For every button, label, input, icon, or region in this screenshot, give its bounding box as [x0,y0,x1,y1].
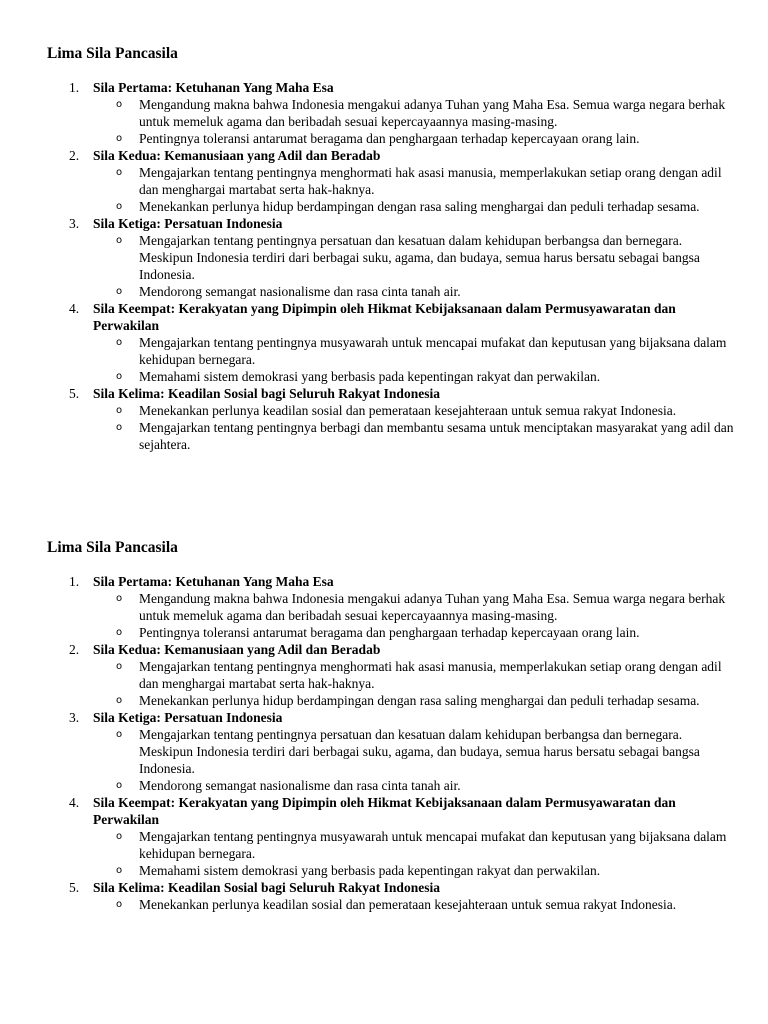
point-text: Mengajarkan tentang pentingnya menghormati hak asasi manusia, memperlakukan setiap orang dengan adil dan menghargai martabat serta hak-haknya. [139,659,722,691]
point-text: Memahami sistem demokrasi yang berbasis pada kepentingan rakyat dan perwakilan. [139,369,601,384]
sila-heading: Sila Kedua: Kemanusiaan yang Adil dan Beradab [93,148,381,163]
point-text: Mengajarkan tentang pentingnya menghormati hak asasi manusia, memperlakukan setiap orang dengan adil dan menghargai martabat serta hak-haknya. [139,165,722,197]
sila-heading: Sila Pertama: Ketuhanan Yang Maha Esa [93,574,334,589]
point-item [93,590,737,624]
point-list [93,334,737,385]
bullet-icon: o [116,865,123,876]
sila-item [47,709,737,794]
bullet-icon: o [116,780,123,791]
point-text: Mengajarkan tentang pentingnya berbagi dan membantu sesama untuk menciptakan masyarakat yang adil dan sejahtera. [139,420,734,452]
point-list [93,896,737,913]
bullet-icon: o [116,627,123,638]
bullet-icon: o [116,337,123,348]
sila-number: 3. [69,216,80,231]
sila-item [47,300,737,385]
sila-list [47,79,737,453]
bullet-icon: o [116,661,123,672]
bullet-icon: o [116,899,123,910]
point-text: Pentingnya toleransi antarumat beragama dan penghargaan terhadap kepercayaan orang lain. [139,625,640,640]
point-item [93,283,737,300]
point-text: Memahami sistem demokrasi yang berbasis pada kepentingan rakyat dan perwakilan. [139,863,601,878]
sila-number: 4. [69,301,80,316]
sila-number: 3. [69,710,80,725]
point-item [93,726,737,777]
bullet-icon: o [116,831,123,842]
section-title: Lima Sila Pancasila [47,539,178,556]
point-item [93,402,737,419]
point-text: Mengajarkan tentang pentingnya persatuan dan kesatuan dalam kehidupan berbangsa dan bernegara. Meskipun Indonesia terdiri dari berbagai suku, agama, dan budaya, semua harus bersatu sebagai bangsa Indonesia. [139,727,700,776]
sila-heading: Sila Kelima: Keadilan Sosial bagi Seluruh Rakyat Indonesia [93,880,440,895]
bullet-icon: o [116,729,123,740]
sila-item [47,879,737,913]
sila-heading: Sila Pertama: Ketuhanan Yang Maha Esa [93,80,334,95]
point-list [93,726,737,794]
sila-heading: Sila Ketiga: Persatuan Indonesia [93,710,283,725]
bullet-icon: o [116,371,123,382]
point-text: Mengajarkan tentang pentingnya musyawarah untuk mencapai mufakat dan keputusan yang bijaksana dalam kehidupan bernegara. [139,829,727,861]
point-item [93,896,737,913]
sila-number: 5. [69,386,80,401]
sila-list [47,573,737,913]
sila-number: 5. [69,880,80,895]
point-text: Mendorong semangat nasionalisme dan rasa cinta tanah air. [139,778,461,793]
point-item [93,624,737,641]
point-text: Mengandung makna bahwa Indonesia mengakui adanya Tuhan yang Maha Esa. Semua warga negara berhak untuk memeluk agama dan beribadah sesuai kepercayaannya masing-masing. [139,591,726,623]
sila-heading: Sila Keempat: Kerakyatan yang Dipimpin oleh Hikmat Kebijaksanaan dalam Permusyawaratan dan Perwakilan [93,795,676,827]
bullet-icon: o [116,235,123,246]
sila-number: 1. [69,574,80,589]
sila-heading: Sila Kedua: Kemanusiaan yang Adil dan Beradab [93,642,381,657]
sila-item [47,385,737,453]
bullet-icon: o [116,695,123,706]
point-item [93,198,737,215]
document-section [47,538,737,913]
point-text: Menekankan perlunya hidup berdampingan dengan rasa saling menghargai dan peduli terhadap sesama. [139,199,700,214]
point-item [93,334,737,368]
point-item [93,828,737,862]
point-item [93,164,737,198]
bullet-icon: o [116,167,123,178]
bullet-icon: o [116,286,123,297]
sila-heading: Sila Kelima: Keadilan Sosial bagi Seluruh Rakyat Indonesia [93,386,440,401]
point-item [93,232,737,283]
sila-item [47,794,737,879]
point-text: Mendorong semangat nasionalisme dan rasa cinta tanah air. [139,284,461,299]
sila-item [47,147,737,215]
point-item [93,692,737,709]
bullet-icon: o [116,593,123,604]
point-item [93,96,737,130]
bullet-icon: o [116,99,123,110]
sila-item [47,215,737,300]
point-text: Pentingnya toleransi antarumat beragama dan penghargaan terhadap kepercayaan orang lain. [139,131,640,146]
sila-number: 4. [69,795,80,810]
point-list [93,658,737,709]
section-title: Lima Sila Pancasila [47,45,178,62]
point-list [93,590,737,641]
bullet-icon: o [116,405,123,416]
point-text: Mengajarkan tentang pentingnya persatuan dan kesatuan dalam kehidupan berbangsa dan bernegara. Meskipun Indonesia terdiri dari berbagai suku, agama, dan budaya, semua harus bersatu sebagai bangsa Indonesia. [139,233,700,282]
point-list [93,232,737,300]
document-section [47,44,737,453]
bullet-icon: o [116,201,123,212]
sila-heading: Sila Keempat: Kerakyatan yang Dipimpin oleh Hikmat Kebijaksanaan dalam Permusyawaratan dan Perwakilan [93,301,676,333]
point-item [93,658,737,692]
point-text: Mengandung makna bahwa Indonesia mengakui adanya Tuhan yang Maha Esa. Semua warga negara berhak untuk memeluk agama dan beribadah sesuai kepercayaannya masing-masing. [139,97,726,129]
sila-number: 2. [69,148,80,163]
bullet-icon: o [116,422,123,433]
point-item [93,130,737,147]
sila-heading: Sila Ketiga: Persatuan Indonesia [93,216,283,231]
sila-item [47,641,737,709]
point-item [93,368,737,385]
point-list [93,96,737,147]
sila-number: 1. [69,80,80,95]
point-text: Menekankan perlunya hidup berdampingan dengan rasa saling menghargai dan peduli terhadap sesama. [139,693,700,708]
sila-number: 2. [69,642,80,657]
sila-item [47,79,737,147]
sila-item [47,573,737,641]
point-text: Menekankan perlunya keadilan sosial dan pemerataan kesejahteraan untuk semua rakyat Indonesia. [139,403,677,418]
point-item [93,862,737,879]
point-item [93,777,737,794]
bullet-icon: o [116,133,123,144]
point-list [93,402,737,453]
point-list [93,828,737,879]
point-text: Menekankan perlunya keadilan sosial dan pemerataan kesejahteraan untuk semua rakyat Indonesia. [139,897,677,912]
point-item [93,419,737,453]
point-text: Mengajarkan tentang pentingnya musyawarah untuk mencapai mufakat dan keputusan yang bijaksana dalam kehidupan bernegara. [139,335,727,367]
point-list [93,164,737,215]
